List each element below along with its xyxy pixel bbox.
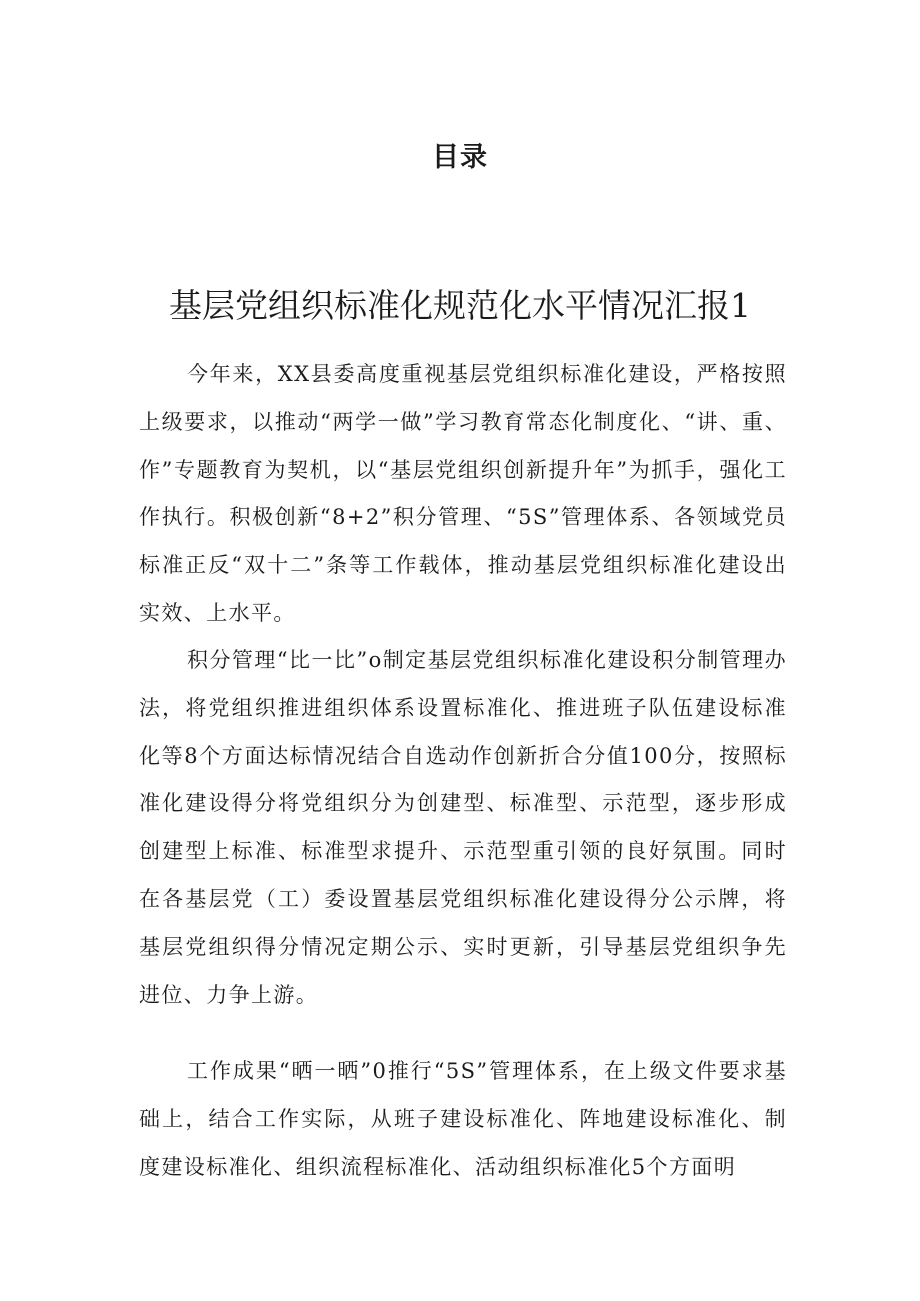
toc-heading: 目录 bbox=[432, 142, 488, 173]
paragraph-work-results: 工作成果“晒一晒”0推行“5S”管理体系，在上级文件要求基础上，结合工作实际，从班子建设标准化、阵地建设标准化、制度建设标准化、组织流程标准化、活动组织标准化5个方面明 bbox=[139, 1059, 787, 1179]
paragraph-intro: 今年来，XX县委高度重视基层党组织标准化建设，严格按照上级要求，以推动“两学一做”学习教育常态化制度化、“讲、重、作”专题教育为契机，以“基层党组织创新提升年”为抓手，强化工作执行。积极创新“8+2”积分管理、“5S”管理体系、各领域党员标准正反“双十二”条等工作载体，推动基层党组织标准化建设出实效、上水平。 bbox=[139, 362, 787, 625]
document-title: 基层党组织标准化规范化水平情况汇报1 bbox=[169, 286, 751, 325]
paragraph-points-management: 积分管理“比一比”o制定基层党组织标准化建设积分制管理办法，将党组织推进组织体系设置标准化、推进班子队伍建设标准化等8个方面达标情况结合自选动作创新折合分值100分，按照标准化建设得分将党组织分为创建型、标准型、示范型，逐步形成创建型上标准、标准型求提升、示范型重引领的良好氛围。同时在各基层党（工）委设置基层党组织标准化建设得分公示牌，将基层党组织得分情况定期公示、实时更新，引导基层党组织争先进位、力争上游。 bbox=[139, 648, 787, 1007]
